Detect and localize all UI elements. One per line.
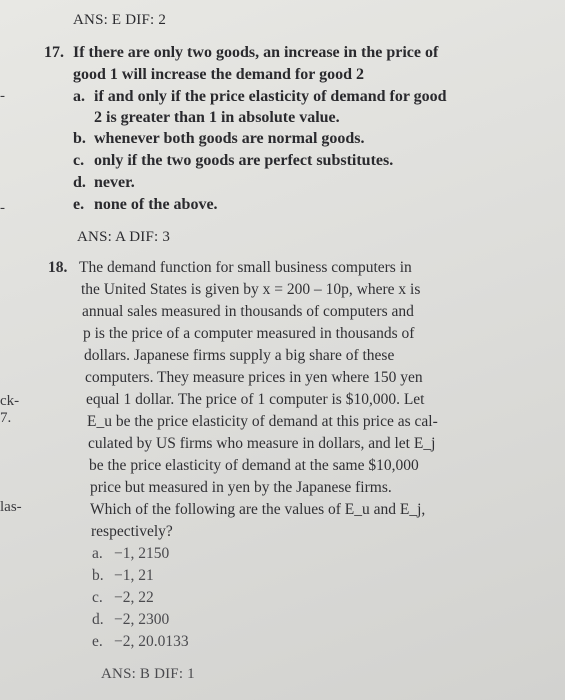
question-18-number: 18. [48,259,68,276]
option-text: never. [94,174,135,191]
answer-18: ANS: B DIF: 1 [101,666,195,682]
answer-16: ANS: E DIF: 2 [73,12,167,28]
option-letter: c. [92,589,103,606]
question-17-stem: If there are only two goods, an increase in the price of [73,44,439,61]
option-letter: c. [73,152,85,169]
question-17-stem: good 1 will increase the demand for good 2 [73,66,364,83]
question-18-stem: annual sales measured in thousands of computers and [82,303,414,320]
option-letter: a. [73,88,85,105]
option-letter: b. [92,567,104,584]
option-text: if and only if the price elasticity of demand for good [94,88,447,105]
margin-fragment: 7. [0,410,12,426]
option-text: none of the above. [94,196,218,213]
option-letter: a. [92,545,103,562]
option-letter: b. [73,130,86,147]
option-letter: d. [73,174,86,191]
question-18-stem: culated by US firms who measure in dollars, and let E_j [88,435,436,452]
question-18-stem: Which of the following are the values of E_u and E_j, [90,501,426,518]
question-18-stem: be the price elasticity of demand at the same $10,000 [89,457,419,474]
option-text: −2, 20.0133 [114,633,189,650]
question-18-stem: equal 1 dollar. The price of 1 computer is $10,000. Let [86,391,425,408]
question-18-stem: dollars. Japanese firms supply a big share of these [84,347,395,364]
option-text: −1, 2150 [114,545,170,562]
question-18-stem: computers. They measure prices in yen where 150 yen [85,369,423,386]
option-letter: e. [92,633,103,650]
option-letter: e. [73,196,85,213]
margin-fragment: - [0,200,5,216]
margin-fragment: - [0,88,5,104]
question-18-stem: The demand function for small business computers in [79,259,412,276]
question-17-number: 17. [44,44,64,61]
question-18-stem: price but measured in yen by the Japanese firms. [90,479,392,496]
margin-fragment: las- [0,499,22,515]
option-text: −1, 21 [114,567,154,584]
question-18-stem: the United States is given by x = 200 – 10p, where x is [81,281,421,298]
answer-17: ANS: A DIF: 3 [77,229,171,245]
margin-fragment: ck- [0,393,20,409]
question-18-stem: respectively? [91,523,173,540]
option-letter: d. [92,611,104,628]
option-text: −2, 2300 [114,611,170,628]
question-18-stem: E_u be the price elasticity of demand at this price as cal- [87,413,438,430]
option-text: 2 is greater than 1 in absolute value. [94,109,340,126]
option-text: −2, 22 [114,589,154,606]
question-18-stem: p is the price of a computer measured in thousands of [83,325,415,342]
option-text: whenever both goods are normal goods. [94,130,365,147]
option-text: only if the two goods are perfect substitutes. [94,152,394,169]
